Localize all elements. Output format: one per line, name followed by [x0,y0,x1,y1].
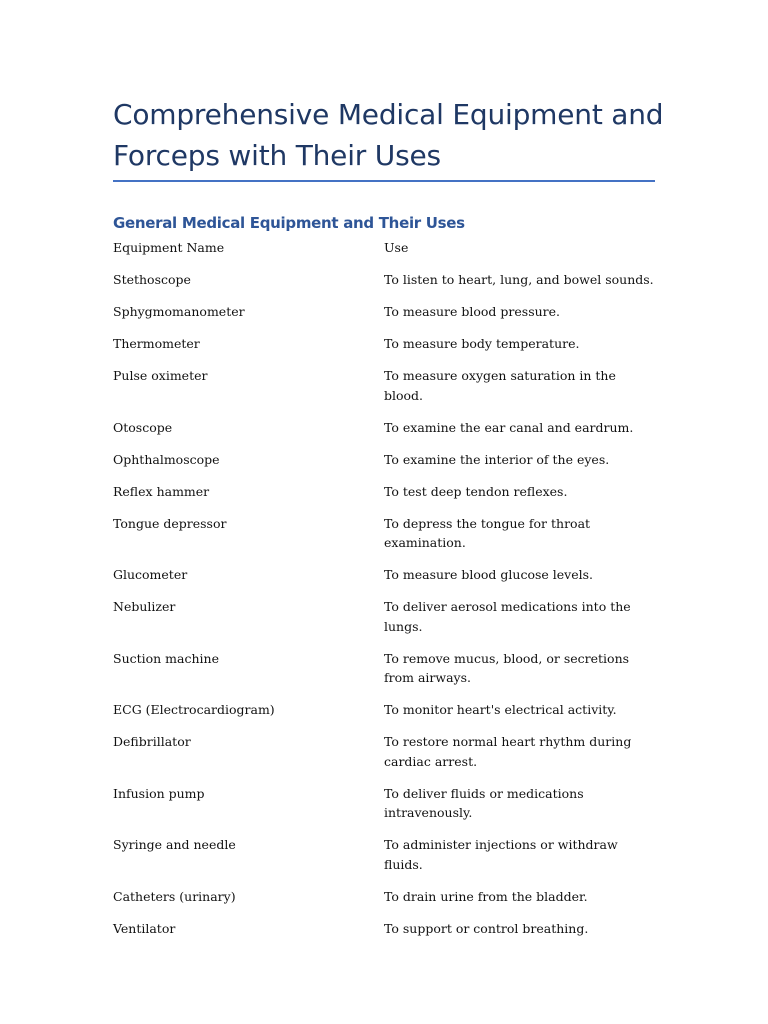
equipment-name-cell: Stethoscope [113,272,191,287]
equipment-use-cell: To examine the ear canal and eardrum. [384,419,634,435]
table-row [113,835,655,887]
table-row [113,784,655,836]
equipment-name-cell: Nebulizer [113,599,176,614]
table-row [113,597,655,649]
table-row [113,700,655,732]
table-row [113,514,655,566]
equipment-name-cell: Suction machine [113,650,219,666]
title-underline [113,180,655,182]
equipment-name-cell: Defibrillator [113,734,191,749]
equipment-use-cell: To deliver aerosol medications into the lungs. [384,599,631,634]
equipment-name-cell: Tongue depressor [113,515,227,531]
equipment-name-cell: Otoscope [113,419,173,435]
table-row [113,887,655,919]
equipment-use-cell: To administer injections or withdraw fluids. [384,837,618,872]
table-row [113,418,655,450]
table-row [113,482,655,514]
equipment-name-cell: Ophthalmoscope [113,451,220,467]
equipment-use-cell: To test deep tendon reflexes. [384,483,568,499]
header-equipment-name: Equipment Name [113,240,225,255]
equipment-name-cell: Thermometer [113,336,200,351]
equipment-use-cell: To measure blood pressure. [384,304,561,319]
table-row [113,334,655,366]
equipment-table [113,238,655,951]
table-row [113,732,655,784]
equipment-use-cell: To measure oxygen saturation in the blood. [384,368,616,403]
equipment-use-cell: To support or control breathing. [384,920,589,936]
equipment-name-cell: ECG (Electrocardiogram) [113,702,275,717]
table-row [113,919,655,951]
equipment-name-cell: Pulse oximeter [113,368,208,383]
table-header-row [113,238,655,270]
table-row [113,565,655,597]
equipment-use-cell: To examine the interior of the eyes. [384,451,610,467]
table-row [113,366,655,418]
equipment-table-body [113,238,655,951]
equipment-use-cell: To remove mucus, blood, or secretions from airways. [384,650,630,685]
document-title: Comprehensive Medical Equipment and Forceps with Their Uses [113,98,664,172]
table-row [113,270,655,302]
equipment-use-cell: To measure blood glucose levels. [384,567,594,582]
table-row [113,450,655,482]
equipment-use-cell: To drain urine from the bladder. [384,888,588,904]
equipment-use-cell: To depress the tongue for throat examination. [384,515,591,550]
equipment-name-cell: Ventilator [113,920,176,936]
equipment-name-cell: Reflex hammer [113,483,210,499]
equipment-use-cell: To listen to heart, lung, and bowel sounds. [384,272,654,287]
equipment-name-cell: Infusion pump [113,785,205,801]
equipment-use-cell: To measure body temperature. [384,336,580,351]
equipment-name-cell: Glucometer [113,567,188,582]
equipment-use-cell: To restore normal heart rhythm during cardiac arrest. [384,734,632,769]
equipment-use-cell: To deliver fluids or medications intravenously. [384,785,584,820]
table-row [113,649,655,701]
equipment-use-cell: To monitor heart's electrical activity. [384,702,617,717]
header-use: Use [384,240,409,255]
equipment-name-cell: Catheters (urinary) [113,888,236,904]
section-heading: General Medical Equipment and Their Uses [113,214,465,232]
table-row [113,302,655,334]
equipment-name-cell: Syringe and needle [113,837,236,852]
equipment-name-cell: Sphygmomanometer [113,304,245,319]
